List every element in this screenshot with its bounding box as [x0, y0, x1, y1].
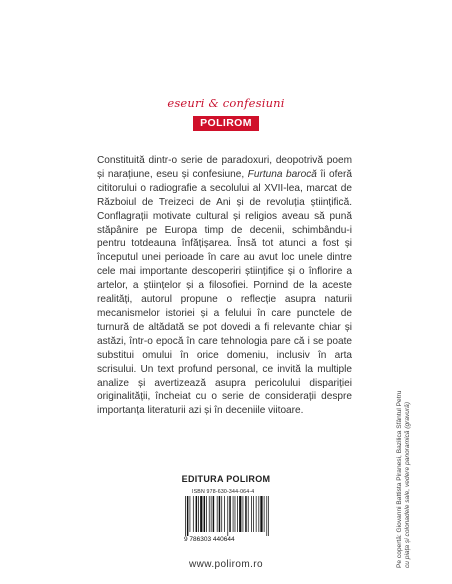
barcode-bar: [235, 496, 236, 532]
barcode-bar: [248, 496, 249, 532]
barcode-bar: [264, 496, 265, 532]
barcode-bar: [190, 496, 191, 532]
barcode-bar: [217, 496, 218, 532]
barcode-bar: [256, 496, 257, 532]
polirom-logo: POLIROM: [193, 116, 259, 131]
barcode-digits: 9 786303 440644: [184, 536, 235, 543]
barcode-bar: [213, 496, 215, 532]
barcode-bar: [196, 496, 198, 532]
barcode-image: [183, 496, 269, 544]
cover-credit: [396, 228, 412, 568]
barcode-bar: [233, 496, 234, 532]
barcode-bar: [268, 496, 269, 536]
isbn-text: ISBN 978-630-344-064-4: [192, 489, 255, 495]
barcode-bar: [245, 496, 247, 532]
book-title: Furtuna barocă: [247, 168, 317, 180]
barcode-bar: [266, 496, 267, 536]
barcode-block: [183, 489, 269, 544]
publisher-url: www.polirom.ro: [189, 559, 263, 570]
barcode-bar: [193, 496, 194, 532]
barcode-bar: [224, 496, 225, 532]
barcode-bar: [251, 496, 252, 532]
barcode-bar: [204, 496, 206, 532]
barcode-bar: [219, 496, 221, 532]
barcode-bar: [260, 496, 262, 532]
barcode-bar: [198, 496, 199, 532]
barcode-bar: [187, 496, 189, 536]
barcode-bar: [221, 496, 222, 532]
cover-credit-line-2: cu piața și colonadele sale, vedere panoramică (gravură): [404, 401, 411, 568]
barcode-bar: [206, 496, 207, 532]
barcode-bar: [253, 496, 254, 532]
barcode-bar: [239, 496, 241, 532]
barcode-bar: [185, 496, 186, 536]
barcode-bar: [237, 496, 238, 532]
barcode-bar: [211, 496, 212, 532]
barcode-bar: [227, 496, 228, 536]
barcode-bar: [258, 496, 259, 532]
publisher-name: EDITURA POLIROM: [181, 474, 271, 484]
barcode-bar: [229, 496, 231, 532]
cover-credit-line-1: Pe copertă: Giovanni Battista Piranesi, Bazilica Sfântul Petru: [396, 390, 403, 568]
back-cover-blurb: Constituită dintr-o serie de paradoxuri, deopotrivă poem și narațiune, eseu și confesiune, Furtuna barocă îi oferă cititorului o radiografie a secolului al XVII-lea, marcat de Războiul de Treizeci de Ani și de revoluția științifică. Conflagrații motivate cultural și religios aveau să pună stăpânire pe Europa timp de decenii, schimbându-i pentru totdeauna înfățișarea. Însă tot atunci a fost și începutul unei perioade în care au avut loc unele dintre cele mai importante descoperiri științifice și o înflorire a artelor, a științelor și a filosofiei. Pornind de la aceste realități, autorul propune o reflecție asupra naturii mecanismelor istoriei și a felului în care punctele de turnură de altădată se pot dovedi a fi relevante chiar și astăzi, într-o epocă în care tehnologia pare că i se poate substitui omului în orice domeniu, inclusiv în arta scrisului. Un text profund personal, ce invită la multiple analize și avertizează asupra pericolului dispariției originalității, încheiat cu o serie de considerații despre importanța literaturii azi și în deceniile viitoare.: [97, 155, 352, 417]
barcode-bar: [200, 496, 202, 532]
series-label: eseuri & confesiuni: [167, 96, 285, 110]
barcode-bar: [243, 496, 244, 532]
barcode-bar: [209, 496, 210, 532]
